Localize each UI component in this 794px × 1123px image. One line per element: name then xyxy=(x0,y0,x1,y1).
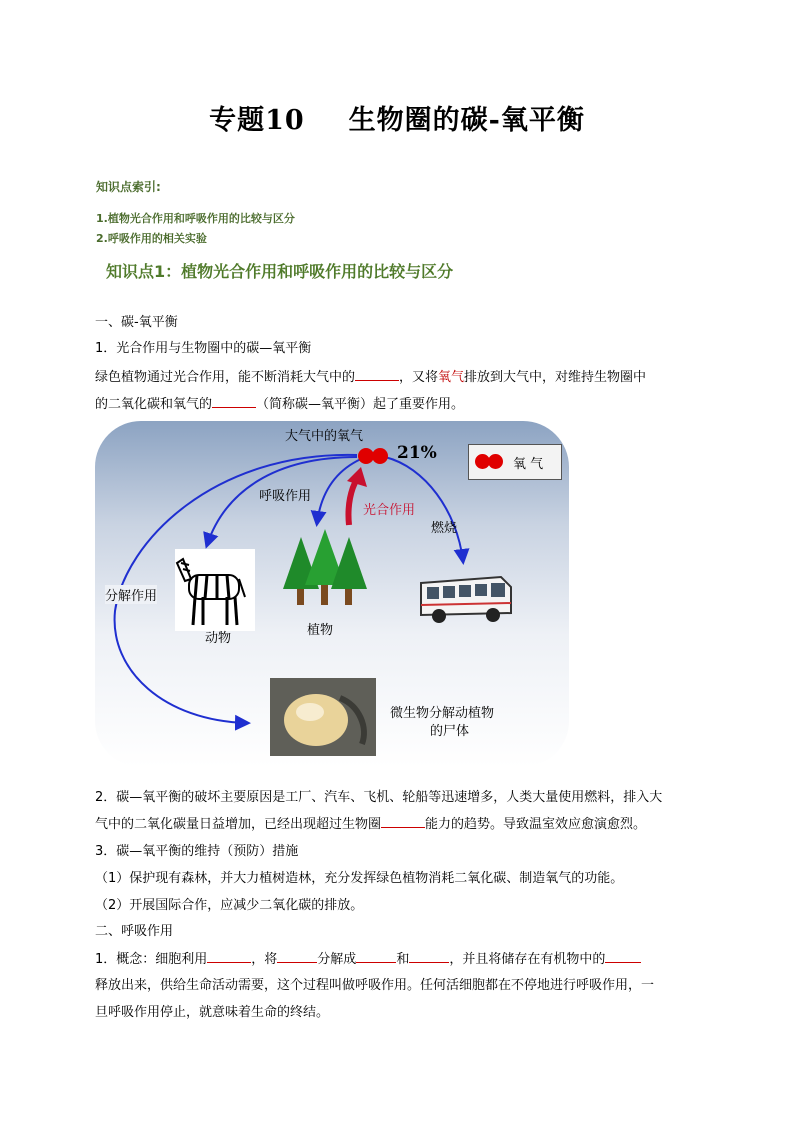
knowledge-point-heading: 知识点1：植物光合作用和呼吸作用的比较与区分 xyxy=(106,262,454,281)
label-oxygen-in-air: 大气中的氧气 xyxy=(285,429,364,444)
section1-point2-line2: 气中的二氧化碳量日益增加，已经出现超过生物圈 能力的趋势。导致温室效应愈演愈烈。 xyxy=(95,817,647,832)
label-oxygen-percent: 21% xyxy=(397,443,437,463)
fill-blank xyxy=(212,395,256,408)
legend-label: 氧 气 xyxy=(513,457,544,472)
bus-picture xyxy=(415,569,515,627)
fill-blank xyxy=(356,950,396,963)
legend-oxygen-dot xyxy=(488,454,503,469)
fill-blank xyxy=(207,950,251,963)
index-item-2: 2.呼吸作用的相关实验 xyxy=(96,232,207,245)
title-part2: 生物圈的碳-氧平衡 xyxy=(348,105,585,136)
carbon-oxygen-cycle-figure xyxy=(95,421,569,767)
section2-concept-line3: 旦呼吸作用停止，就意味着生命的终结。 xyxy=(95,1005,330,1020)
section2-concept-line2: 释放出来，供给生命活动需要，这个过程叫做呼吸作用。任何活细胞都在不停地进行呼吸作用，一 xyxy=(95,978,655,993)
title-part1: 专题10 xyxy=(209,105,305,136)
bus-icon xyxy=(415,569,515,627)
fill-blank xyxy=(277,950,317,963)
section2-heading: 二、呼吸作用 xyxy=(95,924,174,939)
label-photosynthesis: 光合作用 xyxy=(363,503,416,518)
decomposition-image-icon xyxy=(270,678,376,756)
section1-paragraph-line1: 绿色植物通过光合作用，能不断消耗大气中的 ，又将氧气排放到大气中，对维持生物圈中 xyxy=(95,370,647,385)
label-plant: 植物 xyxy=(307,623,334,638)
fill-blank xyxy=(409,950,449,963)
label-animal: 动物 xyxy=(205,631,232,646)
measure-2: （2）开展国际合作，应减少二氧化碳的排放。 xyxy=(95,898,364,913)
section1-point2-line1: 2．碳—氧平衡的破坏主要原因是工厂、汽车、飞机、轮船等迅速增多，人类大量使用燃料，排入大 xyxy=(95,790,663,805)
label-decomposition: 分解作用 xyxy=(105,585,157,604)
index-heading: 知识点索引: xyxy=(96,180,161,194)
label-microbe-line1: 微生物分解动植物 xyxy=(390,706,495,721)
measure-1: （1）保护现有森林，并大力植树造林，充分发挥绿色植物消耗二氧化碳、制造氧气的功能。 xyxy=(95,871,624,886)
section1-sub3: 3．碳—氧平衡的维持（预防）措施 xyxy=(95,844,299,859)
legend-box xyxy=(468,444,562,480)
section1-heading: 一、碳-氧平衡 xyxy=(95,315,178,330)
label-respiration: 呼吸作用 xyxy=(259,489,312,504)
page-title xyxy=(0,98,794,137)
section2-concept-line1: 1．概念：细胞利用 ，将 分解成 和 ，并且将储存在有机物中的 xyxy=(95,950,641,969)
section1-sub1: 1．光合作用与生物圈中的碳—氧平衡 xyxy=(95,341,312,356)
arrow-photosynthesis xyxy=(348,479,357,525)
label-combustion: 燃烧 xyxy=(431,521,458,536)
fill-blank xyxy=(355,368,399,381)
decomposition-photo xyxy=(270,678,376,756)
highlight-oxygen: 氧气 xyxy=(438,370,465,385)
fill-blank xyxy=(381,815,425,828)
label-microbe-line2: 的尸体 xyxy=(430,724,470,739)
trees-icon xyxy=(281,529,367,607)
zebra-icon xyxy=(175,549,255,631)
section1-paragraph-line2: 的二氧化碳和氧气的 （简称碳—氧平衡）起了重要作用。 xyxy=(95,397,465,412)
index-item-1: 1.植物光合作用和呼吸作用的比较与区分 xyxy=(96,212,295,225)
fill-blank xyxy=(605,950,641,963)
zebra-picture xyxy=(175,549,255,631)
